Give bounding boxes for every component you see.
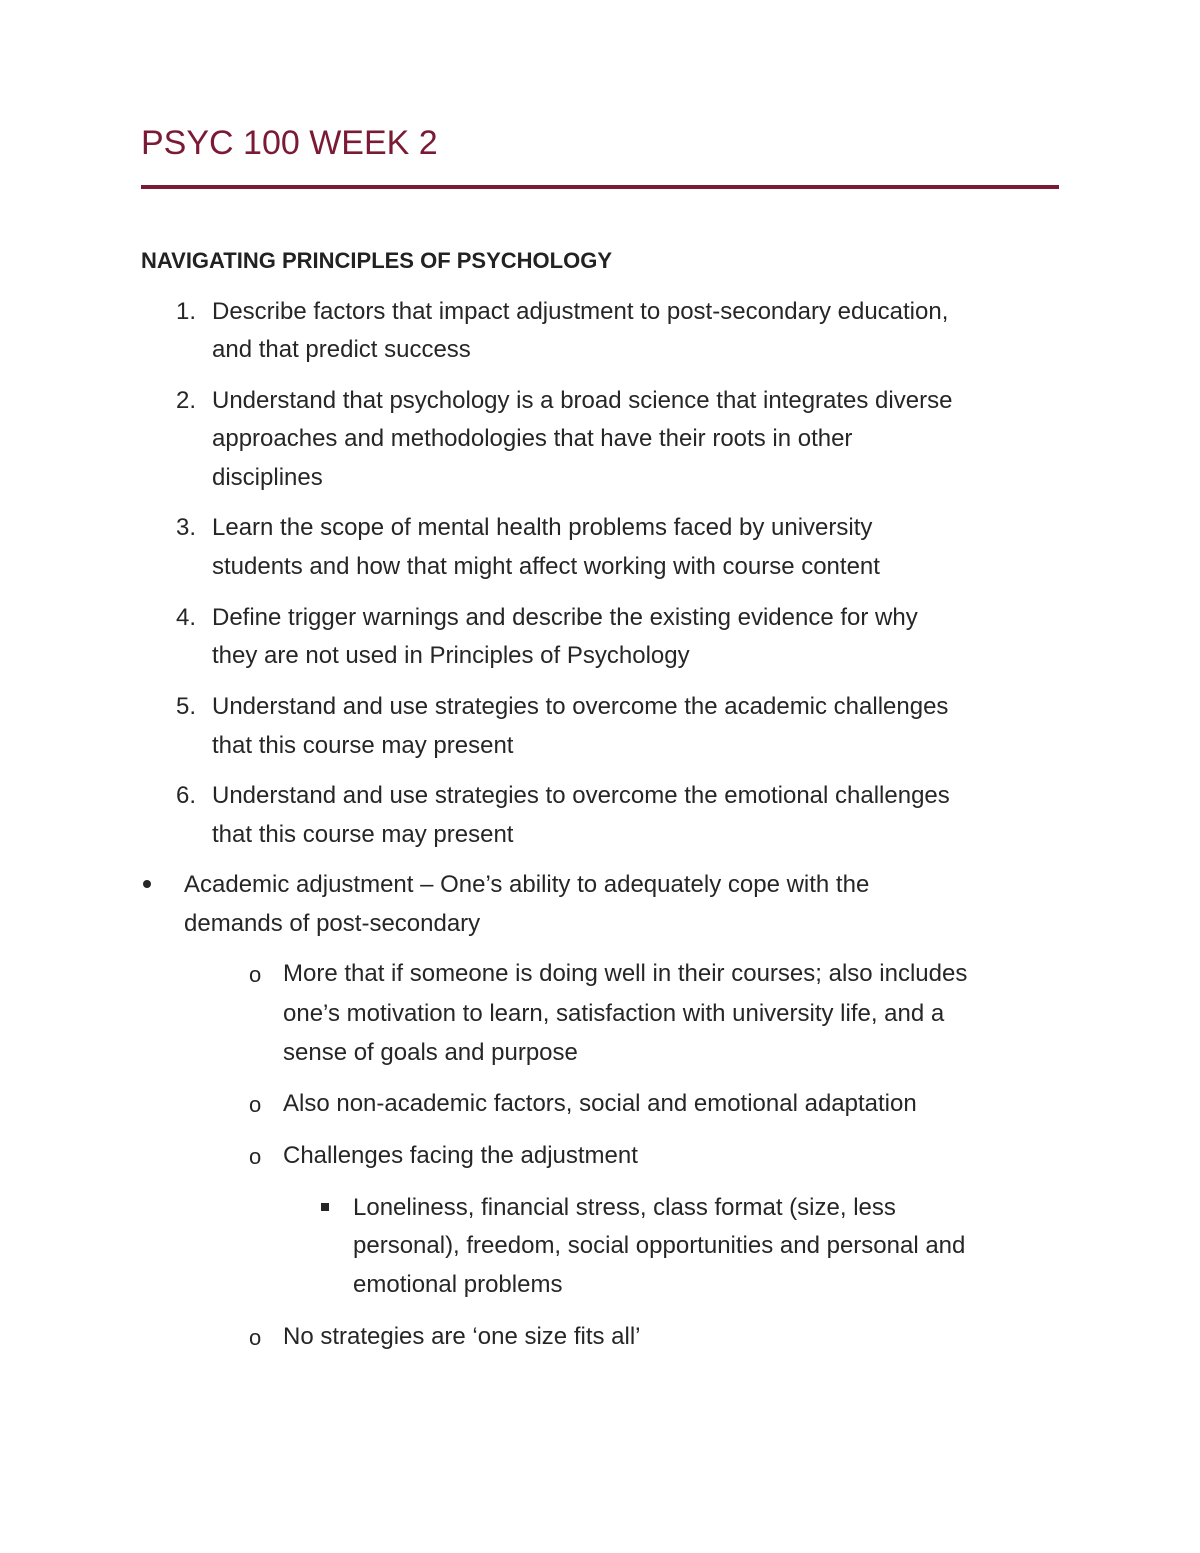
title-rule [141,185,1059,189]
list-item-line: approaches and methodologies that have their roots in other [212,425,853,452]
list-number: 5. [176,693,197,720]
bullet-dot-icon [143,880,151,888]
sub-sub-bullet-line: Loneliness, financial stress, class format (size, less [353,1194,896,1221]
sub-bullet-line: No strategies are ‘one size fits all’ [283,1323,641,1350]
section-heading: NAVIGATING PRINCIPLES OF PSYCHOLOGY [141,248,613,273]
list-item-line: Define trigger warnings and describe the existing evidence for why [212,604,918,631]
list-item-line: Understand and use strategies to overcome the academic challenges [212,693,949,720]
hollow-bullet-icon: o [249,1092,262,1117]
list-number: 2. [176,387,197,414]
sub-bullet-line: Also non-academic factors, social and emotional adaptation [283,1090,917,1117]
sub-bullet-line: Challenges facing the adjustment [283,1142,638,1169]
hollow-bullet-icon: o [249,962,262,987]
list-item-line: Understand and use strategies to overcome the emotional challenges [212,782,950,809]
square-bullet-icon [321,1203,329,1211]
list-number: 4. [176,604,197,631]
list-item-line: disciplines [212,464,323,491]
list-item-line: students and how that might affect working with course content [212,553,880,580]
sub-bullet-line: More that if someone is doing well in their courses; also includes [283,960,968,987]
bullet-line: demands of post-secondary [184,910,481,937]
document-title: PSYC 100 WEEK 2 [141,124,438,162]
sub-bullet-line: one’s motivation to learn, satisfaction with university life, and a [283,1000,945,1027]
list-number: 6. [176,782,197,809]
list-number: 1. [176,298,197,325]
sub-sub-bullet-line: emotional problems [353,1271,563,1298]
hollow-bullet-icon: o [249,1325,262,1350]
list-item-line: Describe factors that impact adjustment to post-secondary education, [212,298,949,325]
sub-sub-bullet-line: personal), freedom, social opportunities and personal and [353,1232,966,1259]
list-item-line: Learn the scope of mental health problems faced by university [212,514,873,541]
bullet-line: Academic adjustment – One’s ability to adequately cope with the [184,871,870,898]
sub-bullet-line: sense of goals and purpose [283,1039,578,1066]
list-item-line: that this course may present [212,732,514,759]
list-number: 3. [176,514,197,541]
list-item-line: that this course may present [212,821,514,848]
list-item-line: they are not used in Principles of Psychology [212,642,690,669]
hollow-bullet-icon: o [249,1144,262,1169]
list-item-line: Understand that psychology is a broad science that integrates diverse [212,387,953,414]
list-item-line: and that predict success [212,336,471,363]
